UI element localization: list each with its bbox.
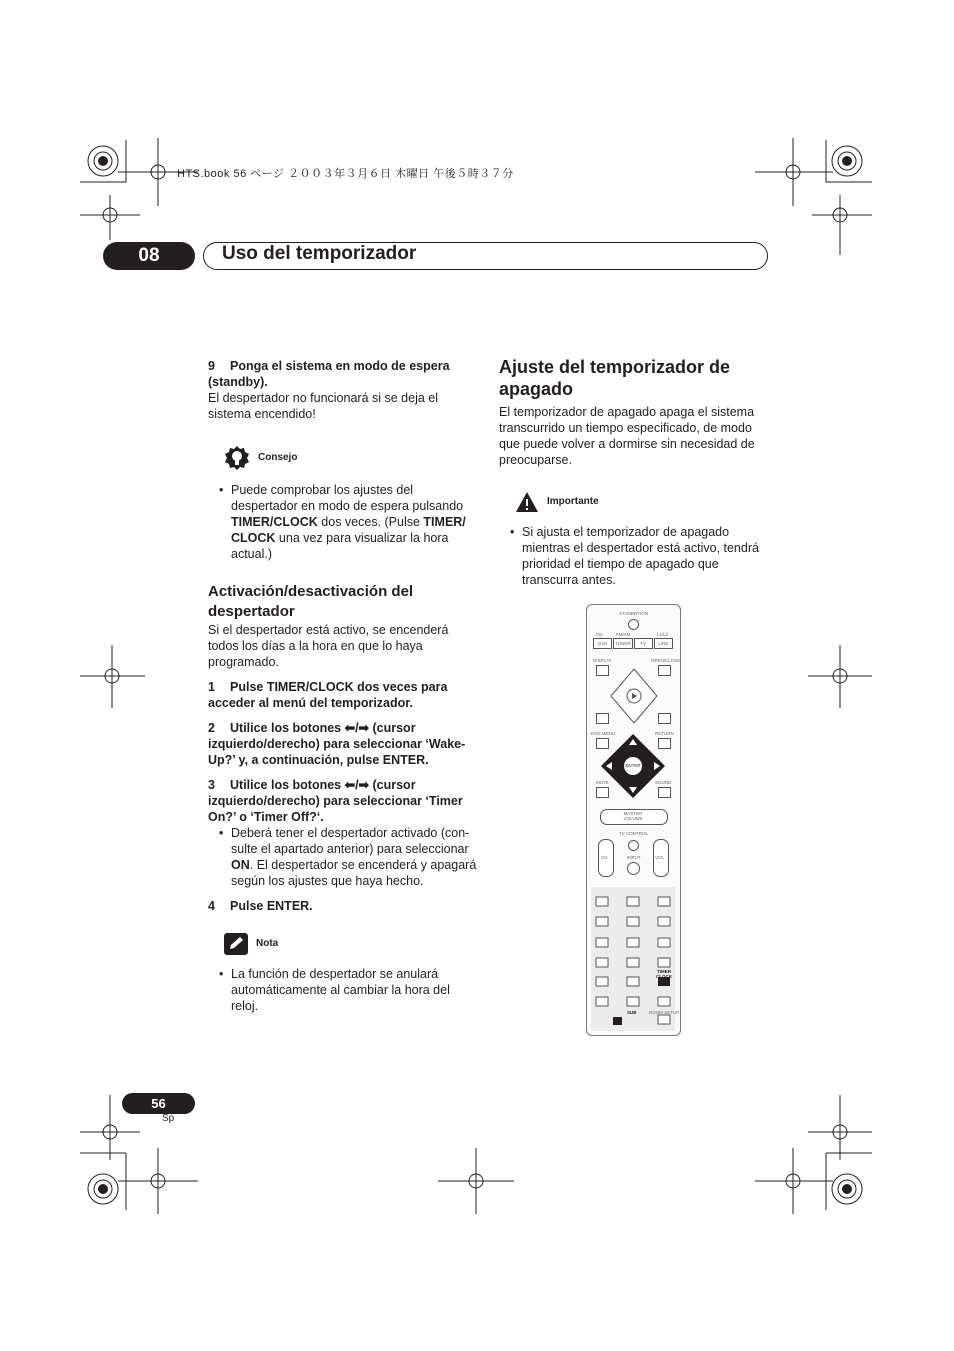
source-top-cd: CD	[596, 632, 603, 637]
remote-lower-panel	[591, 887, 680, 1031]
tip-label: Consejo	[258, 452, 298, 463]
chapter-title: Uso del temporizador	[222, 243, 417, 264]
warning-icon	[515, 491, 539, 513]
important-text: • Si ajusta el temporizador de apagado mientras el despertador está activo, tendrá prioridad el tiempo de apagado que transcurra antes.	[499, 524, 769, 588]
return-label: RETURN	[655, 731, 674, 736]
pencil-note-icon	[224, 933, 248, 955]
sound-button	[658, 787, 671, 798]
timer-clock-label: TIMER CLOCK	[656, 969, 672, 979]
step-3-bullet: • Deberá tener el despertador activado (con-sulte el apartado anterior) para seleccionar ON. El despertador se encenderá y apagará según los ajustes que haya hecho.	[208, 825, 478, 889]
step-9-body: El despertador no funcionará si se deja el sistema encendido!	[208, 391, 439, 421]
tip-text: • Puede comprobar los ajustes del despertador en modo de espera pulsando TIMER/CLOCK dos veces. (Pulse TIMER/ CLOCK una vez para visualizar la hora actual.)	[208, 482, 478, 562]
display-label: DISPLAY	[593, 658, 612, 663]
step-9: 9 Ponga el sistema en modo de espera (standby).	[208, 359, 450, 389]
mute-label: MUTE	[596, 780, 609, 785]
step-1: 1 Pulse TIMER/CLOCK dos veces para acceder al menú del temporizador.	[208, 680, 448, 710]
right-column	[499, 356, 769, 588]
vol-label: VOL	[655, 855, 665, 860]
source-tuner-button: TUNER	[613, 638, 632, 649]
note-heading	[224, 932, 478, 956]
header-note: HTS.book 56 ページ ２００３年３月６日 木曜日 午後５時３７分	[177, 168, 514, 180]
transport-diamond	[609, 667, 659, 725]
step-2: 2 Utilice los botones ⬅/➡ (cursor izquierdo/derecho) para seleccionar ‘Wake-Up?’ y, a continuación, pulse ENTER.	[208, 721, 466, 767]
display-button	[596, 665, 609, 676]
step-4: 4 Pulse ENTER.	[208, 899, 313, 913]
master-volume-label: MASTER VOLUME	[623, 811, 643, 821]
tv-input-button	[627, 862, 640, 875]
right-section-title: Ajuste del temporizador de apagado	[499, 357, 731, 399]
tv-control-label: TV CONTROL	[618, 831, 648, 836]
remote-control-illustration	[586, 604, 681, 1036]
eject-icon	[658, 665, 671, 676]
right-section-body: El temporizador de apagado apaga el sistema transcurrido un tiempo especificado, de modo que puede volver a dormirse sin necesidad de preocuparse.	[499, 405, 755, 467]
enter-label: ENTER	[625, 763, 641, 768]
lightbulb-icon	[224, 445, 250, 471]
power-icon	[628, 619, 639, 630]
source-dvd-button: DVD	[593, 638, 612, 649]
page-number-badge: 56	[122, 1093, 195, 1114]
input-label: INPUT	[627, 855, 641, 860]
remote-standby-label: STANDBY/ON	[619, 611, 648, 616]
source-tv-button: TV	[634, 638, 653, 649]
left-column	[208, 358, 478, 1014]
open-close-label: OPEN/CLOSE	[651, 658, 681, 663]
room-setup-label: ROOM SETUP	[649, 1010, 680, 1015]
section-title: Activación/desactivación del despertador	[208, 583, 414, 620]
skip-forward-icon	[658, 713, 671, 724]
page-language: Sp	[162, 1113, 175, 1124]
sub-label: SUB	[627, 1010, 637, 1015]
step-3: 3 Utilice los botones ⬅/➡ (cursor izquierdo/derecho) para seleccionar ‘Timer On?’ o ‘Timer Off?‘.	[208, 778, 463, 824]
important-label: Importante	[547, 496, 599, 507]
sound-label: SOUND	[655, 780, 672, 785]
chapter-number-badge: 08	[103, 242, 195, 270]
section-body: Si el despertador está activo, se encenderá todos los días a la hora en que lo haya programado.	[208, 623, 449, 669]
tip-heading	[224, 444, 478, 472]
skip-back-icon	[596, 713, 609, 724]
tv-power-icon	[628, 840, 639, 851]
note-label: Nota	[256, 938, 279, 949]
source-top-fmam: FM/AM	[616, 632, 631, 637]
important-heading	[515, 490, 769, 514]
mute-button	[596, 787, 609, 798]
source-top-l1l2: L1/L2	[657, 632, 669, 637]
source-line-button: LINE	[654, 638, 673, 649]
ch-label: CH	[601, 855, 608, 860]
note-text: • La función de despertador se anulará automáticamente al cambiar la hora del reloj.	[208, 966, 478, 1014]
dvd-menu-label: DVD MENU	[591, 731, 616, 736]
source-buttons	[593, 638, 673, 649]
